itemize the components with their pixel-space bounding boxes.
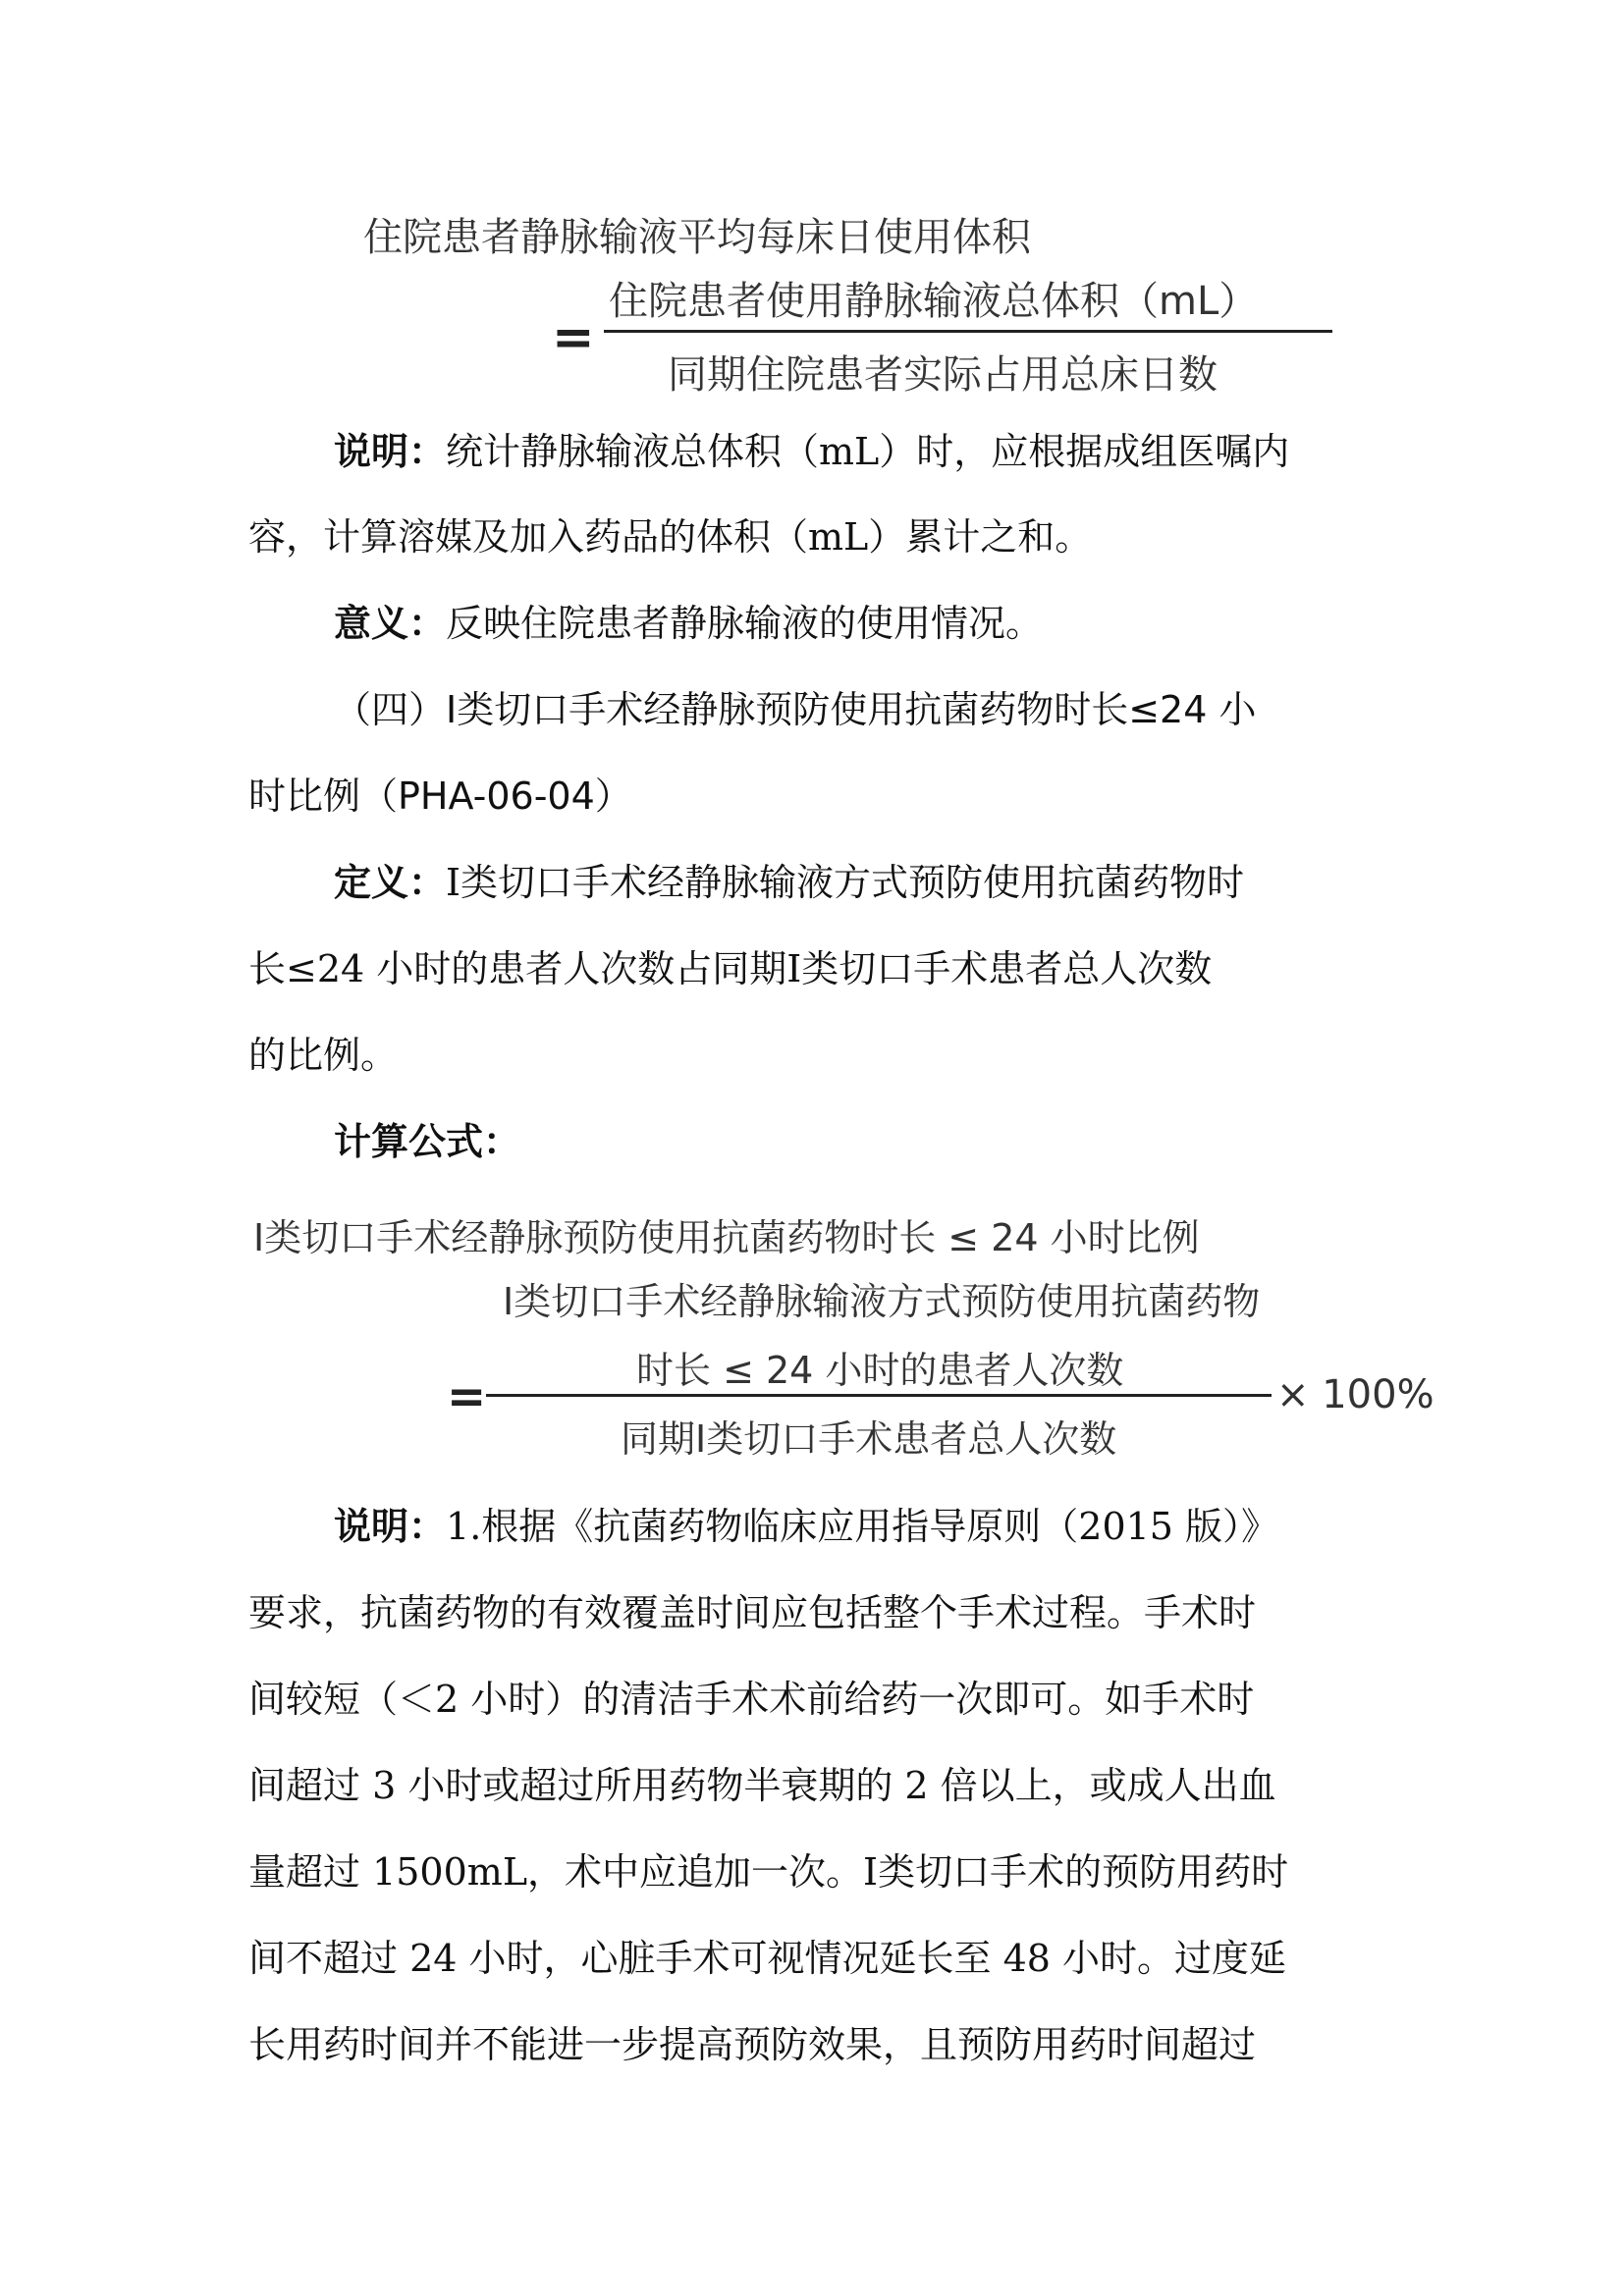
meaning-paragraph [334,599,1043,648]
meaning-label: 意义： [334,602,447,645]
note1-line2: 容，计算溶媒及加入药品的体积（mL）累计之和。 [248,515,1093,559]
formula1-lhs: 住院患者静脉输液平均每床日使用体积 [363,215,1031,260]
note1-line1 [334,427,1289,476]
formula2-multiplier: × 100% [1276,1372,1435,1417]
formula2-lhs: Ⅰ类切口手术经静脉预防使用抗菌药物时长 ≤ 24 小时比例 [253,1216,1200,1259]
calc-label-text: 计算公式： [334,1120,521,1163]
note2-line1 [334,1502,1278,1551]
formula2-denominator: 同期Ⅰ类切口手术患者总人次数 [621,1417,1117,1461]
definition-text-line1: Ⅰ类切口手术经静脉输液方式预防使用抗菌药物时 [446,861,1245,904]
definition-label: 定义： [334,861,447,904]
formula2-equals-sign: = [447,1369,487,1424]
formula1-denominator: 同期住院患者实际占用总床日数 [668,352,1218,398]
meaning-text: 反映住院患者静脉输液的使用情况。 [446,602,1044,645]
note2-line4: 间超过 3 小时或超过所用药物半衰期的 2 倍以上，或成人出血 [248,1764,1276,1807]
note2-line2: 要求，抗菌药物的有效覆盖时间应包括整个手术过程。手术时 [248,1591,1257,1634]
formula2-fraction-bar [486,1394,1272,1397]
note1-label: 说明： [334,430,447,473]
section4-heading-line2: 时比例（PHA-06-04） [248,774,632,818]
note2-line6: 间不超过 24 小时，心脏手术可视情况延长至 48 小时。过度延 [248,1937,1287,1980]
definition-line2: 长≤24 小时的患者人次数占同期Ⅰ类切口手术患者总人次数 [248,947,1213,990]
formula2-numerator-line2: 时长 ≤ 24 小时的患者人次数 [636,1349,1124,1392]
note2-text-line1: 1.根据《抗菌药物临床应用指导原则（2015 版）》 [446,1505,1279,1548]
section4-heading-line1: （四）Ⅰ类切口手术经静脉预防使用抗菌药物时长≤24 小 [334,688,1257,731]
note1-text-line1: 统计静脉输液总体积（mL）时，应根据成组医嘱内 [446,430,1290,473]
definition-line1 [334,858,1244,907]
note2-line5: 量超过 1500mL，术中应追加一次。Ⅰ类切口手术的预防用药时 [248,1850,1289,1894]
formula1-fraction-bar [604,330,1332,333]
formula1-equals-sign: = [552,308,595,367]
calc-formula-label [334,1117,520,1166]
formula2-numerator-line1: Ⅰ类切口手术经静脉输液方式预防使用抗菌药物 [503,1280,1261,1323]
definition-line3: 的比例。 [248,1034,399,1077]
formula1-numerator: 住院患者使用静脉输液总体积（mL） [609,279,1259,324]
note2-label: 说明： [334,1505,447,1548]
note2-line3: 间较短（＜2 小时）的清洁手术术前给药一次即可。如手术时 [248,1678,1255,1721]
note2-line7: 长用药时间并不能进一步提高预防效果，且预防用药时间超过 [248,2023,1257,2066]
